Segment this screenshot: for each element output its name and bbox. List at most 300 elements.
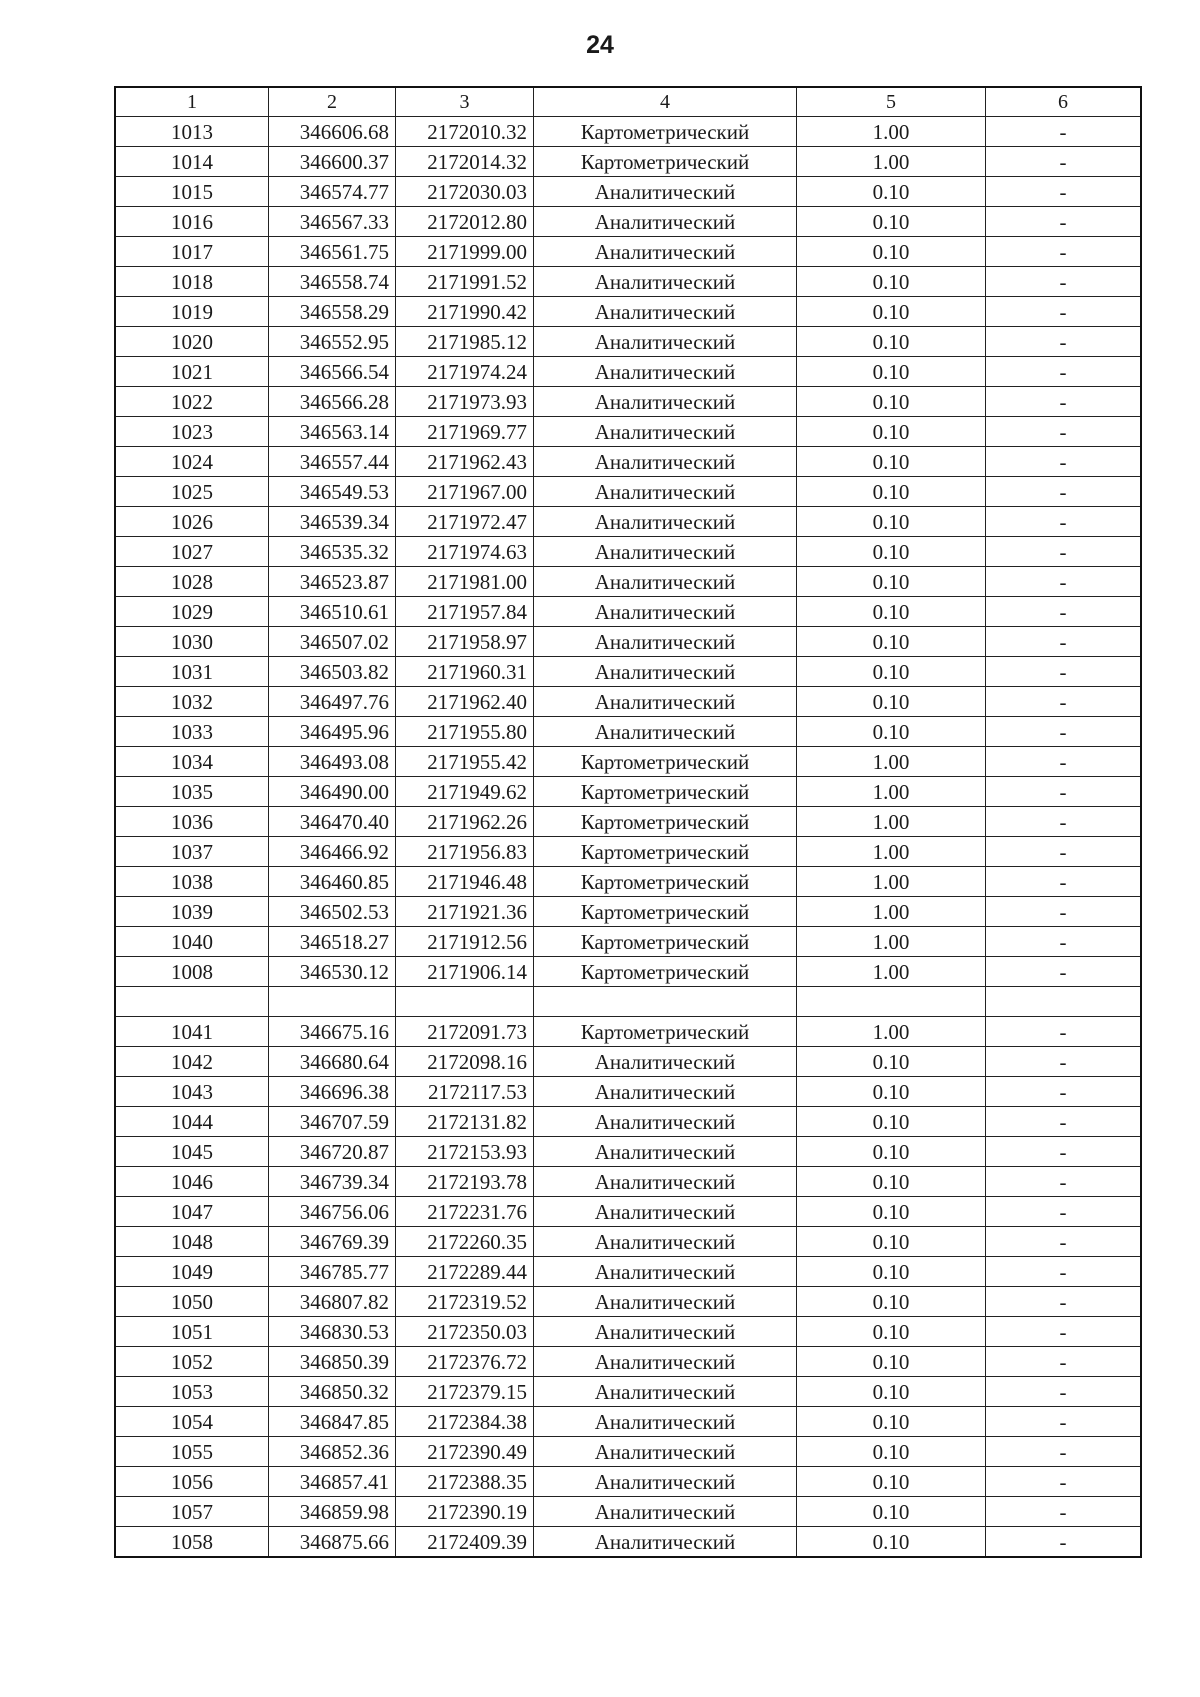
point-number-cell: 1046 (115, 1167, 269, 1197)
description-cell: - (986, 1407, 1142, 1437)
y-coordinate-cell: 2171985.12 (396, 327, 534, 357)
description-cell: - (986, 387, 1142, 417)
method-cell: Аналитический (534, 597, 797, 627)
description-cell: - (986, 567, 1142, 597)
method-cell (534, 987, 797, 1017)
accuracy-cell: 1.00 (797, 897, 986, 927)
x-coordinate-cell: 346502.53 (269, 897, 396, 927)
table-row (115, 1077, 1141, 1107)
point-number-cell: 1039 (115, 897, 269, 927)
method-cell: Аналитический (534, 1527, 797, 1558)
point-number-cell: 1035 (115, 777, 269, 807)
description-cell: - (986, 207, 1142, 237)
description-cell: - (986, 417, 1142, 447)
point-number-cell: 1013 (115, 117, 269, 147)
y-coordinate-cell: 2171981.00 (396, 567, 534, 597)
method-cell: Аналитический (534, 387, 797, 417)
point-number-cell: 1037 (115, 837, 269, 867)
accuracy-cell: 0.10 (797, 477, 986, 507)
y-coordinate-cell: 2171973.93 (396, 387, 534, 417)
description-cell: - (986, 537, 1142, 567)
accuracy-cell: 1.00 (797, 147, 986, 177)
accuracy-cell: 0.10 (797, 267, 986, 297)
y-coordinate-cell: 2172117.53 (396, 1077, 534, 1107)
point-number-cell: 1049 (115, 1257, 269, 1287)
point-number-cell: 1032 (115, 687, 269, 717)
description-cell: - (986, 627, 1142, 657)
accuracy-cell: 1.00 (797, 1017, 986, 1047)
x-coordinate-cell: 346566.28 (269, 387, 396, 417)
table-row (115, 237, 1141, 267)
method-cell: Аналитический (534, 537, 797, 567)
y-coordinate-cell: 2171949.62 (396, 777, 534, 807)
accuracy-cell: 0.10 (797, 687, 986, 717)
description-cell: - (986, 1527, 1142, 1558)
method-cell: Аналитический (534, 1167, 797, 1197)
point-number-cell: 1025 (115, 477, 269, 507)
point-number-cell: 1044 (115, 1107, 269, 1137)
accuracy-cell: 0.10 (797, 627, 986, 657)
y-coordinate-cell: 2171974.63 (396, 537, 534, 567)
point-number-cell: 1042 (115, 1047, 269, 1077)
description-cell: - (986, 957, 1142, 987)
method-cell: Аналитический (534, 237, 797, 267)
y-coordinate-cell: 2172030.03 (396, 177, 534, 207)
y-coordinate-cell: 2172131.82 (396, 1107, 534, 1137)
point-number-cell: 1029 (115, 597, 269, 627)
accuracy-cell: 0.10 (797, 447, 986, 477)
y-coordinate-cell: 2171960.31 (396, 657, 534, 687)
description-cell: - (986, 237, 1142, 267)
point-number-cell (115, 987, 269, 1017)
point-number-cell: 1031 (115, 657, 269, 687)
x-coordinate-cell: 346850.39 (269, 1347, 396, 1377)
method-cell: Аналитический (534, 1107, 797, 1137)
y-coordinate-cell: 2172376.72 (396, 1347, 534, 1377)
method-cell: Аналитический (534, 327, 797, 357)
x-coordinate-cell: 346847.85 (269, 1407, 396, 1437)
accuracy-cell: 0.10 (797, 237, 986, 267)
x-coordinate-cell: 346557.44 (269, 447, 396, 477)
point-number-cell: 1018 (115, 267, 269, 297)
accuracy-cell: 0.10 (797, 1287, 986, 1317)
x-coordinate-cell: 346850.32 (269, 1377, 396, 1407)
x-coordinate-cell: 346696.38 (269, 1077, 396, 1107)
method-cell: Аналитический (534, 207, 797, 237)
accuracy-cell: 0.10 (797, 537, 986, 567)
method-cell: Аналитический (534, 1497, 797, 1527)
table-row (115, 447, 1141, 477)
table-row (115, 987, 1141, 1017)
method-cell: Картометрический (534, 867, 797, 897)
accuracy-cell: 1.00 (797, 777, 986, 807)
description-cell (986, 987, 1142, 1017)
table-row (115, 1047, 1141, 1077)
x-coordinate-cell: 346539.34 (269, 507, 396, 537)
method-cell: Аналитический (534, 1467, 797, 1497)
point-number-cell: 1016 (115, 207, 269, 237)
description-cell: - (986, 357, 1142, 387)
description-cell: - (986, 267, 1142, 297)
x-coordinate-cell: 346769.39 (269, 1227, 396, 1257)
table-row (115, 1377, 1141, 1407)
x-coordinate-cell (269, 987, 396, 1017)
table-row (115, 1197, 1141, 1227)
y-coordinate-cell: 2171921.36 (396, 897, 534, 927)
table-row (115, 1347, 1141, 1377)
point-number-cell: 1053 (115, 1377, 269, 1407)
method-cell: Картометрический (534, 927, 797, 957)
table-row (115, 567, 1141, 597)
accuracy-cell: 0.10 (797, 1077, 986, 1107)
x-coordinate-cell: 346785.77 (269, 1257, 396, 1287)
x-coordinate-cell: 346756.06 (269, 1197, 396, 1227)
x-coordinate-cell: 346567.33 (269, 207, 396, 237)
accuracy-cell: 0.10 (797, 567, 986, 597)
y-coordinate-cell: 2172379.15 (396, 1377, 534, 1407)
description-cell: - (986, 1017, 1142, 1047)
accuracy-cell: 0.10 (797, 1047, 986, 1077)
x-coordinate-cell: 346606.68 (269, 117, 396, 147)
x-coordinate-cell: 346470.40 (269, 807, 396, 837)
y-coordinate-cell (396, 987, 534, 1017)
table-row (115, 327, 1141, 357)
x-coordinate-cell: 346497.76 (269, 687, 396, 717)
point-number-cell: 1055 (115, 1437, 269, 1467)
description-cell: - (986, 177, 1142, 207)
accuracy-cell: 0.10 (797, 1407, 986, 1437)
table-row (115, 927, 1141, 957)
y-coordinate-cell: 2171969.77 (396, 417, 534, 447)
table-row (115, 177, 1141, 207)
table-row (115, 597, 1141, 627)
table-row (115, 537, 1141, 567)
method-cell: Аналитический (534, 1227, 797, 1257)
table-body (115, 117, 1141, 1558)
accuracy-cell (797, 987, 986, 1017)
description-cell: - (986, 477, 1142, 507)
description-cell: - (986, 1467, 1142, 1497)
table-row (115, 1317, 1141, 1347)
y-coordinate-cell: 2172350.03 (396, 1317, 534, 1347)
table-row (115, 117, 1141, 147)
table-row (115, 1467, 1141, 1497)
table-row (115, 627, 1141, 657)
accuracy-cell: 0.10 (797, 1497, 986, 1527)
page-number: 24 (586, 31, 614, 59)
coordinates-table (114, 86, 1142, 1558)
y-coordinate-cell: 2172260.35 (396, 1227, 534, 1257)
y-coordinate-cell: 2171962.26 (396, 807, 534, 837)
table-row (115, 1437, 1141, 1467)
table-row (115, 1407, 1141, 1437)
y-coordinate-cell: 2172231.76 (396, 1197, 534, 1227)
table-row (115, 957, 1141, 987)
method-cell: Аналитический (534, 477, 797, 507)
point-number-cell: 1017 (115, 237, 269, 267)
method-cell: Аналитический (534, 1047, 797, 1077)
method-cell: Аналитический (534, 1347, 797, 1377)
table-row (115, 1287, 1141, 1317)
point-number-cell: 1058 (115, 1527, 269, 1558)
y-coordinate-cell: 2171990.42 (396, 297, 534, 327)
accuracy-cell: 0.10 (797, 507, 986, 537)
x-coordinate-cell: 346558.74 (269, 267, 396, 297)
y-coordinate-cell: 2172153.93 (396, 1137, 534, 1167)
x-coordinate-cell: 346574.77 (269, 177, 396, 207)
table-row (115, 387, 1141, 417)
y-coordinate-cell: 2171956.83 (396, 837, 534, 867)
x-coordinate-cell: 346510.61 (269, 597, 396, 627)
y-coordinate-cell: 2171999.00 (396, 237, 534, 267)
accuracy-cell: 0.10 (797, 417, 986, 447)
method-cell: Аналитический (534, 297, 797, 327)
description-cell: - (986, 1317, 1142, 1347)
point-number-cell: 1015 (115, 177, 269, 207)
y-coordinate-cell: 2172193.78 (396, 1167, 534, 1197)
point-number-cell: 1008 (115, 957, 269, 987)
accuracy-cell: 0.10 (797, 1197, 986, 1227)
table-row (115, 657, 1141, 687)
accuracy-cell: 0.10 (797, 1467, 986, 1497)
accuracy-cell: 1.00 (797, 117, 986, 147)
y-coordinate-cell: 2171958.97 (396, 627, 534, 657)
point-number-cell: 1054 (115, 1407, 269, 1437)
method-cell: Картометрический (534, 957, 797, 987)
description-cell: - (986, 1197, 1142, 1227)
method-cell: Аналитический (534, 627, 797, 657)
x-coordinate-cell: 346857.41 (269, 1467, 396, 1497)
x-coordinate-cell: 346563.14 (269, 417, 396, 447)
point-number-cell: 1057 (115, 1497, 269, 1527)
column-header-6: 6 (986, 87, 1142, 117)
description-cell: - (986, 1077, 1142, 1107)
y-coordinate-cell: 2171955.80 (396, 717, 534, 747)
point-number-cell: 1014 (115, 147, 269, 177)
x-coordinate-cell: 346680.64 (269, 1047, 396, 1077)
method-cell: Аналитический (534, 1377, 797, 1407)
method-cell: Аналитический (534, 507, 797, 537)
point-number-cell: 1043 (115, 1077, 269, 1107)
table-header (115, 87, 1141, 117)
y-coordinate-cell: 2172014.32 (396, 147, 534, 177)
method-cell: Аналитический (534, 1407, 797, 1437)
y-coordinate-cell: 2172384.38 (396, 1407, 534, 1437)
y-coordinate-cell: 2171962.40 (396, 687, 534, 717)
description-cell: - (986, 117, 1142, 147)
header-row (115, 87, 1141, 117)
y-coordinate-cell: 2172091.73 (396, 1017, 534, 1047)
accuracy-cell: 0.10 (797, 327, 986, 357)
description-cell: - (986, 747, 1142, 777)
method-cell: Картометрический (534, 117, 797, 147)
table-row (115, 507, 1141, 537)
y-coordinate-cell: 2172010.32 (396, 117, 534, 147)
description-cell: - (986, 927, 1142, 957)
x-coordinate-cell: 346807.82 (269, 1287, 396, 1317)
method-cell: Аналитический (534, 687, 797, 717)
description-cell: - (986, 1137, 1142, 1167)
method-cell: Аналитический (534, 1287, 797, 1317)
description-cell: - (986, 1047, 1142, 1077)
accuracy-cell: 0.10 (797, 207, 986, 237)
x-coordinate-cell: 346466.92 (269, 837, 396, 867)
method-cell: Картометрический (534, 147, 797, 177)
method-cell: Картометрический (534, 837, 797, 867)
description-cell: - (986, 1257, 1142, 1287)
description-cell: - (986, 867, 1142, 897)
accuracy-cell: 1.00 (797, 867, 986, 897)
point-number-cell: 1028 (115, 567, 269, 597)
table-row (115, 897, 1141, 927)
accuracy-cell: 0.10 (797, 1167, 986, 1197)
point-number-cell: 1048 (115, 1227, 269, 1257)
y-coordinate-cell: 2172409.39 (396, 1527, 534, 1558)
table-row (115, 837, 1141, 867)
table-row (115, 867, 1141, 897)
method-cell: Картометрический (534, 807, 797, 837)
accuracy-cell: 0.10 (797, 1227, 986, 1257)
x-coordinate-cell: 346507.02 (269, 627, 396, 657)
x-coordinate-cell: 346852.36 (269, 1437, 396, 1467)
point-number-cell: 1020 (115, 327, 269, 357)
method-cell: Аналитический (534, 1317, 797, 1347)
point-number-cell: 1050 (115, 1287, 269, 1317)
y-coordinate-cell: 2171955.42 (396, 747, 534, 777)
accuracy-cell: 0.10 (797, 1347, 986, 1377)
x-coordinate-cell: 346503.82 (269, 657, 396, 687)
table-row (115, 1227, 1141, 1257)
x-coordinate-cell: 346739.34 (269, 1167, 396, 1197)
table-row (115, 687, 1141, 717)
method-cell: Картометрический (534, 1017, 797, 1047)
point-number-cell: 1023 (115, 417, 269, 447)
point-number-cell: 1021 (115, 357, 269, 387)
point-number-cell: 1036 (115, 807, 269, 837)
table-row (115, 147, 1141, 177)
description-cell: - (986, 327, 1142, 357)
table-row (115, 807, 1141, 837)
x-coordinate-cell: 346600.37 (269, 147, 396, 177)
y-coordinate-cell: 2171972.47 (396, 507, 534, 537)
y-coordinate-cell: 2171906.14 (396, 957, 534, 987)
accuracy-cell: 1.00 (797, 927, 986, 957)
y-coordinate-cell: 2171962.43 (396, 447, 534, 477)
accuracy-cell: 0.10 (797, 387, 986, 417)
accuracy-cell: 0.10 (797, 1107, 986, 1137)
description-cell: - (986, 1227, 1142, 1257)
accuracy-cell: 0.10 (797, 657, 986, 687)
x-coordinate-cell: 346707.59 (269, 1107, 396, 1137)
x-coordinate-cell: 346490.00 (269, 777, 396, 807)
description-cell: - (986, 807, 1142, 837)
description-cell: - (986, 147, 1142, 177)
column-header-3: 3 (396, 87, 534, 117)
y-coordinate-cell: 2172289.44 (396, 1257, 534, 1287)
method-cell: Аналитический (534, 657, 797, 687)
x-coordinate-cell: 346859.98 (269, 1497, 396, 1527)
accuracy-cell: 0.10 (797, 357, 986, 387)
point-number-cell: 1051 (115, 1317, 269, 1347)
description-cell: - (986, 717, 1142, 747)
description-cell: - (986, 1437, 1142, 1467)
table-row (115, 1107, 1141, 1137)
accuracy-cell: 1.00 (797, 957, 986, 987)
x-coordinate-cell: 346720.87 (269, 1137, 396, 1167)
description-cell: - (986, 447, 1142, 477)
column-header-2: 2 (269, 87, 396, 117)
description-cell: - (986, 507, 1142, 537)
method-cell: Аналитический (534, 447, 797, 477)
x-coordinate-cell: 346552.95 (269, 327, 396, 357)
point-number-cell: 1038 (115, 867, 269, 897)
point-number-cell: 1034 (115, 747, 269, 777)
x-coordinate-cell: 346675.16 (269, 1017, 396, 1047)
method-cell: Аналитический (534, 567, 797, 597)
description-cell: - (986, 657, 1142, 687)
method-cell: Аналитический (534, 267, 797, 297)
accuracy-cell: 0.10 (797, 1317, 986, 1347)
x-coordinate-cell: 346549.53 (269, 477, 396, 507)
point-number-cell: 1047 (115, 1197, 269, 1227)
x-coordinate-cell: 346495.96 (269, 717, 396, 747)
y-coordinate-cell: 2171967.00 (396, 477, 534, 507)
accuracy-cell: 1.00 (797, 837, 986, 867)
description-cell: - (986, 1377, 1142, 1407)
description-cell: - (986, 297, 1142, 327)
description-cell: - (986, 1107, 1142, 1137)
point-number-cell: 1022 (115, 387, 269, 417)
method-cell: Аналитический (534, 1257, 797, 1287)
x-coordinate-cell: 346460.85 (269, 867, 396, 897)
description-cell: - (986, 897, 1142, 927)
x-coordinate-cell: 346561.75 (269, 237, 396, 267)
y-coordinate-cell: 2171991.52 (396, 267, 534, 297)
description-cell: - (986, 687, 1142, 717)
method-cell: Аналитический (534, 177, 797, 207)
y-coordinate-cell: 2172388.35 (396, 1467, 534, 1497)
point-number-cell: 1027 (115, 537, 269, 567)
point-number-cell: 1033 (115, 717, 269, 747)
table-row (115, 777, 1141, 807)
x-coordinate-cell: 346830.53 (269, 1317, 396, 1347)
y-coordinate-cell: 2172390.49 (396, 1437, 534, 1467)
description-cell: - (986, 1167, 1142, 1197)
description-cell: - (986, 837, 1142, 867)
point-number-cell: 1056 (115, 1467, 269, 1497)
table-row (115, 1017, 1141, 1047)
accuracy-cell: 0.10 (797, 597, 986, 627)
x-coordinate-cell: 346875.66 (269, 1527, 396, 1558)
y-coordinate-cell: 2172098.16 (396, 1047, 534, 1077)
accuracy-cell: 0.10 (797, 1137, 986, 1167)
point-number-cell: 1040 (115, 927, 269, 957)
y-coordinate-cell: 2171957.84 (396, 597, 534, 627)
y-coordinate-cell: 2171912.56 (396, 927, 534, 957)
y-coordinate-cell: 2171974.24 (396, 357, 534, 387)
method-cell: Аналитический (534, 417, 797, 447)
y-coordinate-cell: 2172319.52 (396, 1287, 534, 1317)
accuracy-cell: 1.00 (797, 747, 986, 777)
point-number-cell: 1045 (115, 1137, 269, 1167)
accuracy-cell: 0.10 (797, 177, 986, 207)
method-cell: Аналитический (534, 357, 797, 387)
table-row (115, 267, 1141, 297)
point-number-cell: 1041 (115, 1017, 269, 1047)
table-row (115, 357, 1141, 387)
column-header-1: 1 (115, 87, 269, 117)
x-coordinate-cell: 346530.12 (269, 957, 396, 987)
